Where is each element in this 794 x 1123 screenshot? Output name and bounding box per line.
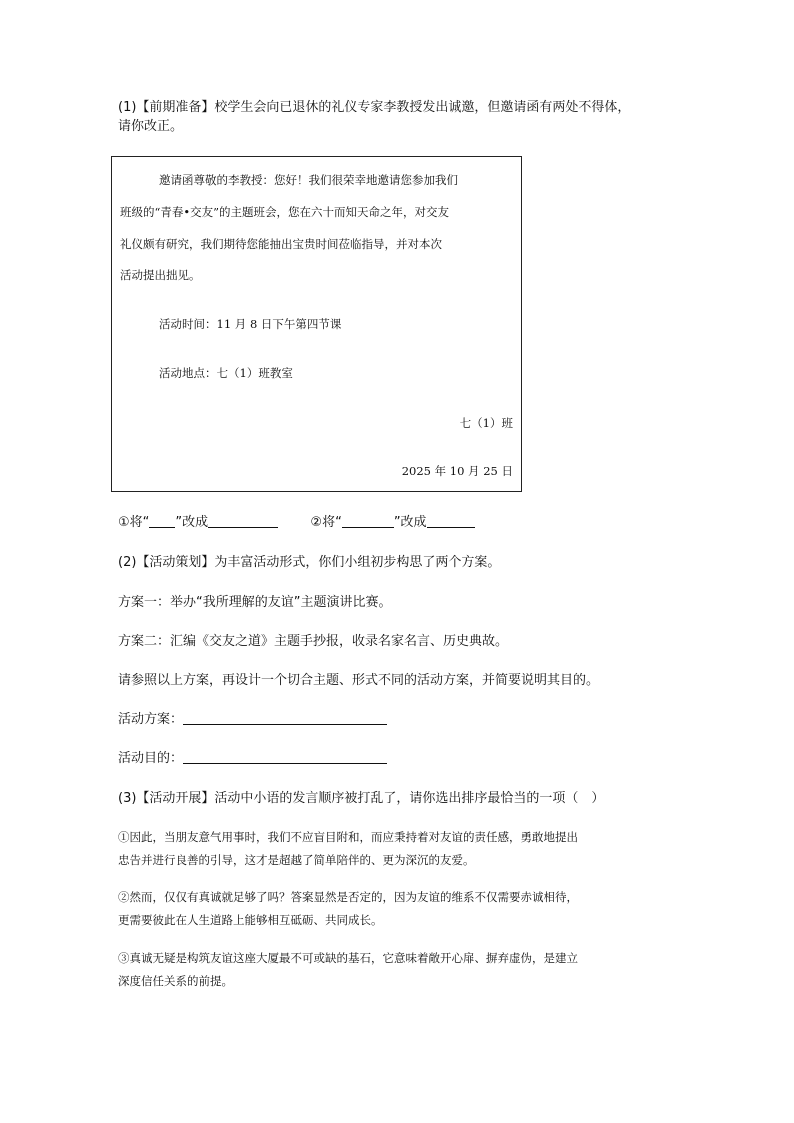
question-1-line-2: 请你改正。 [118,119,184,134]
correction-2-mid: ”改成 [393,515,427,530]
question-3-intro: (3)【活动开展】活动中小语的发言顺序被打乱了，请你选出排序最恰当的一项（ ） [118,791,605,806]
question-1-line-1: (1)【前期准备】校学生会向已退休的礼仪专家李教授发出诚邀，但邀请函有两处不得体， [118,100,631,115]
activity-plan-label: 活动方案： [118,712,184,727]
correction-1-mid: ”改成 [175,515,209,530]
option-1-line-2: 忠告并进行良善的引导，这才是超越了简单陪伴的、更为深沉的友爱。 [118,853,475,867]
letter-activity-time: 活动时间：11 月 8 日下午第四节课 [159,317,342,331]
option-3-line-1: ③真诚无疑是构筑友谊这座大厦最不可或缺的基石，它意味着敞开心扉、摒弃虚伪，是建立 [118,951,578,965]
activity-purpose-row [118,750,387,768]
correction-1-original-blank[interactable] [149,515,175,528]
option-2-line-2: 更需要彼此在人生道路上能够相互砥砺、共同成长。 [118,913,383,927]
correction-2-original-blank[interactable] [342,515,394,528]
invitation-letter-box [111,156,522,492]
option-3-line-2: 深度信任关系的前提。 [118,974,233,988]
activity-plan-answer-blank[interactable] [183,712,387,725]
letter-signature: 七（1）班 [459,416,513,430]
correction-2-fix-blank[interactable] [427,515,475,528]
correction-1-fix-blank[interactable] [208,515,278,528]
option-2-line-1: ②然而，仅仅有真诚就足够了吗？答案显然是否定的，因为友谊的维系不仅需要赤诚相待， [118,890,578,904]
correction-row [118,514,475,532]
letter-date: 2025 年 10 月 25 日 [401,464,513,478]
letter-line-4: 活动提出拙见。 [120,268,201,282]
letter-activity-place: 活动地点：七（1）班教室 [159,366,293,380]
letter-line-1: 邀请函尊敬的李教授：您好！我们很荣幸地邀请您参加我们 [159,173,458,187]
activity-purpose-answer-blank[interactable] [183,751,387,764]
option-1-line-1: ①因此，当朋友意气用事时，我们不应盲目附和，而应秉持着对友谊的责任感，勇敢地提出 [118,830,578,844]
correction-1-prefix: ①将“ [118,515,150,530]
activity-purpose-label: 活动目的： [118,751,184,766]
plan-2: 方案二：汇编《交友之道》主题手抄报，收录名家名言、历史典故。 [118,634,509,649]
activity-plan-row [118,711,387,729]
question-2-intro: (2)【活动策划】为丰富活动形式，你们小组初步构思了两个方案。 [118,555,501,570]
correction-2-prefix: ②将“ [310,515,342,530]
letter-line-3: 礼仪颇有研究，我们期待您能抽出宝贵时间莅临指导，并对本次 [120,237,442,251]
plan-1: 方案一：举办“我所理解的友谊”主题演讲比赛。 [118,595,392,610]
letter-line-2: 班级的“青春•交友”的主题班会，您在六十而知天命之年，对交友 [120,205,450,219]
question-2-task: 请参照以上方案，再设计一个切合主题、形式不同的活动方案，并简要说明其目的。 [118,673,600,688]
